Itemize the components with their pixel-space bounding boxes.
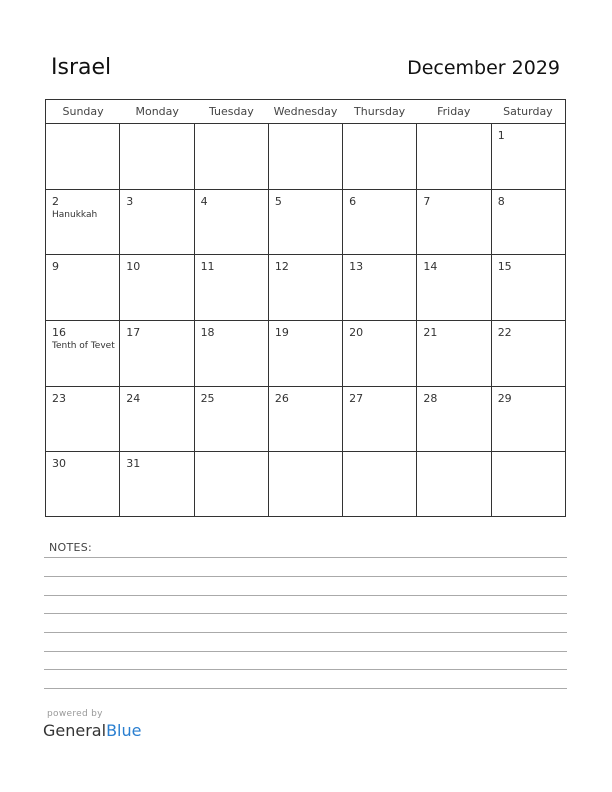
day-number: 9 <box>52 260 59 274</box>
day-cell-17[interactable] <box>119 321 193 386</box>
day-cell-2[interactable] <box>46 190 119 255</box>
day-cell-25[interactable] <box>194 387 268 452</box>
holiday-label: Tenth of Tevet <box>52 341 115 352</box>
day-number: 1 <box>497 129 505 142</box>
calendar-weeks <box>46 124 565 517</box>
day-cell-6[interactable] <box>342 190 416 255</box>
day-cell-8[interactable] <box>491 190 565 255</box>
calendar-week-row <box>46 254 565 320</box>
day-number: 3 <box>126 194 134 208</box>
calendar-week-row <box>46 189 565 255</box>
calendar-week-row <box>46 124 565 189</box>
day-cell-13[interactable] <box>342 255 416 320</box>
day-number: 16 <box>52 326 66 340</box>
day-cell-14[interactable] <box>416 255 490 320</box>
day-cell-26[interactable] <box>268 387 342 452</box>
day-number: 19 <box>274 326 289 340</box>
day-cell-3[interactable] <box>119 190 193 255</box>
notes-line <box>44 669 567 670</box>
weekday-thursday: Thursday <box>354 105 406 118</box>
day-cell-30[interactable] <box>46 452 119 517</box>
day-cell-29[interactable] <box>491 387 565 452</box>
day-cell-23[interactable] <box>46 387 119 452</box>
day-cell-empty[interactable] <box>268 124 342 189</box>
weekday-friday: Friday <box>437 105 471 118</box>
day-number: 22 <box>497 326 512 340</box>
day-number: 13 <box>349 260 364 274</box>
powered-by-text: powered by <box>47 709 103 719</box>
day-cell-empty[interactable] <box>416 124 490 189</box>
day-number: 27 <box>349 391 364 405</box>
day-cell-27[interactable] <box>342 387 416 452</box>
day-cell-empty[interactable] <box>268 452 342 517</box>
day-cell-28[interactable] <box>416 387 490 452</box>
day-cell-19[interactable] <box>268 321 342 386</box>
calendar-week-row <box>46 386 565 452</box>
day-number: 15 <box>497 260 512 274</box>
weekday-saturday: Saturday <box>503 105 553 118</box>
notes-label: NOTES: <box>49 541 93 554</box>
day-number: 31 <box>126 457 141 471</box>
day-cell-empty[interactable] <box>342 124 416 189</box>
day-number: 11 <box>200 260 215 274</box>
notes-line <box>44 688 567 689</box>
day-cell-empty[interactable] <box>194 452 268 517</box>
day-cell-31[interactable] <box>119 452 193 517</box>
month-title: December 2029 <box>407 57 560 79</box>
day-number: 6 <box>349 194 357 208</box>
brand-general-text: General <box>43 721 107 740</box>
weekday-header-row <box>46 100 565 124</box>
day-cell-empty[interactable] <box>342 452 416 517</box>
day-cell-7[interactable] <box>416 190 490 255</box>
day-cell-4[interactable] <box>194 190 268 255</box>
day-cell-empty[interactable] <box>491 452 565 517</box>
day-number: 28 <box>423 391 438 405</box>
day-cell-11[interactable] <box>194 255 268 320</box>
day-cell-18[interactable] <box>194 321 268 386</box>
day-cell-empty[interactable] <box>119 124 193 189</box>
notes-line <box>44 595 567 596</box>
day-number: 18 <box>200 326 215 340</box>
day-number: 24 <box>126 391 141 405</box>
day-number: 23 <box>52 391 66 405</box>
day-number: 14 <box>423 260 438 274</box>
country-title: Israel <box>51 55 112 80</box>
day-number: 29 <box>497 391 512 405</box>
calendar-grid <box>45 99 566 517</box>
day-cell-24[interactable] <box>119 387 193 452</box>
day-number: 4 <box>200 194 208 208</box>
day-cell-9[interactable] <box>46 255 119 320</box>
calendar-week-row <box>46 320 565 386</box>
day-cell-1[interactable] <box>491 124 565 189</box>
day-cell-20[interactable] <box>342 321 416 386</box>
day-cell-16[interactable] <box>46 321 119 386</box>
day-number: 17 <box>126 326 141 340</box>
day-cell-22[interactable] <box>491 321 565 386</box>
day-number: 25 <box>200 391 215 405</box>
day-number: 20 <box>349 326 364 340</box>
weekday-sunday: Sunday <box>62 105 104 118</box>
day-cell-12[interactable] <box>268 255 342 320</box>
day-number: 8 <box>497 194 505 208</box>
day-number: 10 <box>126 260 141 274</box>
day-number: 7 <box>423 194 431 208</box>
day-number: 26 <box>274 391 289 405</box>
day-number: 5 <box>274 194 282 208</box>
notes-line <box>44 613 567 614</box>
day-cell-10[interactable] <box>119 255 193 320</box>
brand-blue-text: Blue <box>106 721 142 740</box>
calendar-week-row <box>46 451 565 517</box>
day-cell-empty[interactable] <box>46 124 119 189</box>
day-number: 2 <box>52 194 59 208</box>
weekday-tuesday: Tuesday <box>208 105 254 118</box>
weekday-wednesday: Wednesday <box>273 105 338 118</box>
day-cell-empty[interactable] <box>194 124 268 189</box>
holiday-label: Hanukkah <box>52 209 98 220</box>
day-number: 12 <box>274 260 289 274</box>
notes-line <box>44 557 567 558</box>
day-number: 21 <box>423 326 438 340</box>
day-number: 30 <box>52 457 66 471</box>
day-cell-21[interactable] <box>416 321 490 386</box>
notes-line <box>44 651 567 652</box>
day-cell-empty[interactable] <box>416 452 490 517</box>
notes-line <box>44 632 567 633</box>
generalblue-logo[interactable] <box>43 721 141 740</box>
day-cell-5[interactable] <box>268 190 342 255</box>
notes-line <box>44 576 567 577</box>
weekday-monday: Monday <box>135 105 179 118</box>
day-cell-15[interactable] <box>491 255 565 320</box>
